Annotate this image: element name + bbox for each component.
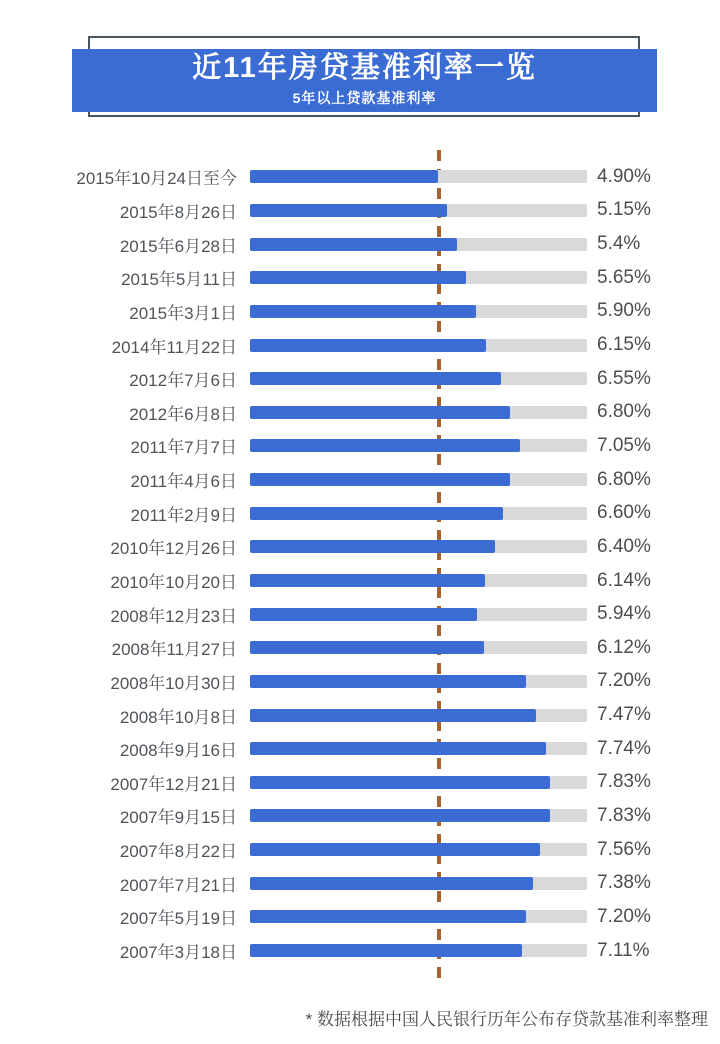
row-date-label: 2014年11月22日 <box>111 337 237 357</box>
row-date-label: 2008年9月16日 <box>119 741 237 761</box>
row-value-label: 7.83% <box>597 771 651 793</box>
row-value-label: 7.20% <box>597 670 651 692</box>
chart-row <box>0 934 720 968</box>
rate-bar <box>250 709 536 722</box>
row-date-label: 2015年8月26日 <box>119 202 237 222</box>
rate-bar-chart <box>0 160 720 967</box>
chart-row <box>0 698 720 732</box>
row-date-label: 2007年3月18日 <box>119 943 237 963</box>
row-value-label: 6.40% <box>597 535 651 557</box>
chart-row <box>0 429 720 463</box>
row-value-label: 6.80% <box>597 468 651 490</box>
row-date-label: 2015年6月28日 <box>119 236 237 256</box>
chart-row <box>0 362 720 396</box>
row-value-label: 5.94% <box>597 603 651 625</box>
rate-bar <box>250 944 522 957</box>
rate-bar <box>250 910 526 923</box>
row-date-label: 2010年10月20日 <box>110 573 237 592</box>
bar-zone <box>250 473 587 486</box>
rate-bar <box>250 439 520 452</box>
chart-row <box>0 900 720 934</box>
row-date-label: 2011年7月7日 <box>130 438 237 458</box>
bar-zone <box>250 339 587 352</box>
row-value-label: 7.83% <box>597 804 651 826</box>
chart-row <box>0 631 720 665</box>
chart-row <box>0 732 720 766</box>
chart-row <box>0 766 720 800</box>
page-title: 近11年房贷基准利率一览 <box>192 52 537 85</box>
row-date-label: 2012年6月8日 <box>129 404 237 424</box>
rate-bar <box>250 877 533 890</box>
bar-zone <box>250 305 587 318</box>
bar-zone <box>250 709 587 722</box>
rate-bar <box>250 372 501 385</box>
chart-row <box>0 194 720 228</box>
bar-zone <box>250 271 587 284</box>
chart-row <box>0 496 720 530</box>
bar-zone <box>250 641 587 654</box>
rate-bar <box>250 540 495 553</box>
chart-row <box>0 160 720 194</box>
chart-row <box>0 328 720 362</box>
row-value-label: 5.4% <box>597 233 641 255</box>
rate-bar <box>250 843 540 856</box>
chart-row <box>0 227 720 261</box>
bar-zone <box>250 776 587 789</box>
bar-zone <box>250 675 587 688</box>
row-date-label: 2007年5月19日 <box>119 909 237 929</box>
bar-zone <box>250 170 587 183</box>
chart-row <box>0 564 720 598</box>
bar-zone <box>250 608 587 621</box>
row-value-label: 5.65% <box>597 266 651 288</box>
row-date-label: 2008年12月23日 <box>110 606 237 626</box>
row-value-label: 7.11% <box>597 939 650 961</box>
footnote: * 数据根据中国人民银行历年公布存贷款基准利率整理 <box>305 1010 708 1029</box>
row-date-label: 2015年3月1日 <box>129 303 237 323</box>
row-value-label: 6.14% <box>597 569 651 591</box>
chart-row <box>0 463 720 497</box>
row-date-label: 2007年9月15日 <box>119 808 237 828</box>
bar-zone <box>250 944 587 957</box>
row-value-label: 7.56% <box>597 838 651 860</box>
page-subtitle: 5年以上贷款基准利率 <box>292 89 437 106</box>
rate-bar <box>250 170 438 183</box>
rate-bar <box>250 238 457 251</box>
row-date-label: 2007年8月22日 <box>119 842 237 862</box>
row-value-label: 6.60% <box>597 502 651 524</box>
rate-bar <box>250 507 503 520</box>
title-banner <box>72 49 657 112</box>
bar-zone <box>250 406 587 419</box>
row-value-label: 6.80% <box>597 401 651 423</box>
chart-row <box>0 866 720 900</box>
row-date-label: 2015年10月24日至今 <box>76 169 237 189</box>
bar-zone <box>250 843 587 856</box>
rate-bar <box>250 305 476 318</box>
row-date-label: 2008年11月27日 <box>111 640 237 660</box>
rate-bar <box>250 809 550 822</box>
row-value-label: 7.05% <box>597 434 651 456</box>
row-date-label: 2008年10月30日 <box>110 673 237 693</box>
row-value-label: 5.90% <box>597 300 651 322</box>
bar-zone <box>250 809 587 822</box>
chart-row <box>0 530 720 564</box>
chart-row <box>0 665 720 699</box>
bar-zone <box>250 238 587 251</box>
rate-bar <box>250 608 477 621</box>
row-value-label: 6.15% <box>597 334 651 356</box>
row-date-label: 2007年12月21日 <box>110 774 237 794</box>
bar-zone <box>250 204 587 217</box>
bar-zone <box>250 507 587 520</box>
rate-bar <box>250 675 526 688</box>
row-value-label: 4.90% <box>597 165 651 187</box>
row-value-label: 7.38% <box>597 872 651 894</box>
rate-bar <box>250 641 484 654</box>
rate-bar <box>250 776 550 789</box>
row-value-label: 5.15% <box>597 199 651 221</box>
rate-bar <box>250 271 466 284</box>
rate-bar <box>250 742 546 755</box>
chart-row <box>0 597 720 631</box>
chart-row <box>0 799 720 833</box>
bar-zone <box>250 742 587 755</box>
bar-zone <box>250 877 587 890</box>
rate-bar <box>250 204 447 217</box>
rate-bar <box>250 406 510 419</box>
chart-row <box>0 261 720 295</box>
chart-row <box>0 295 720 329</box>
row-date-label: 2007年7月21日 <box>119 875 237 895</box>
row-value-label: 6.55% <box>597 367 651 389</box>
bar-zone <box>250 540 587 553</box>
bar-zone <box>250 910 587 923</box>
rate-bar <box>250 574 485 587</box>
row-date-label: 2010年12月26日 <box>110 539 237 559</box>
row-value-label: 7.47% <box>597 704 651 726</box>
row-value-label: 7.74% <box>597 737 651 759</box>
bar-zone <box>250 439 587 452</box>
row-date-label: 2015年5月11日 <box>121 270 237 290</box>
chart-row <box>0 395 720 429</box>
row-date-label: 2011年4月6日 <box>130 472 237 492</box>
row-value-label: 7.20% <box>597 905 651 927</box>
rate-bar <box>250 473 510 486</box>
row-date-label: 2011年2月9日 <box>130 505 237 525</box>
rate-bar <box>250 339 486 352</box>
row-date-label: 2012年7月6日 <box>129 371 237 391</box>
row-value-label: 6.12% <box>597 636 651 658</box>
row-date-label: 2008年10月8日 <box>119 707 237 727</box>
bar-zone <box>250 574 587 587</box>
chart-row <box>0 833 720 867</box>
bar-zone <box>250 372 587 385</box>
